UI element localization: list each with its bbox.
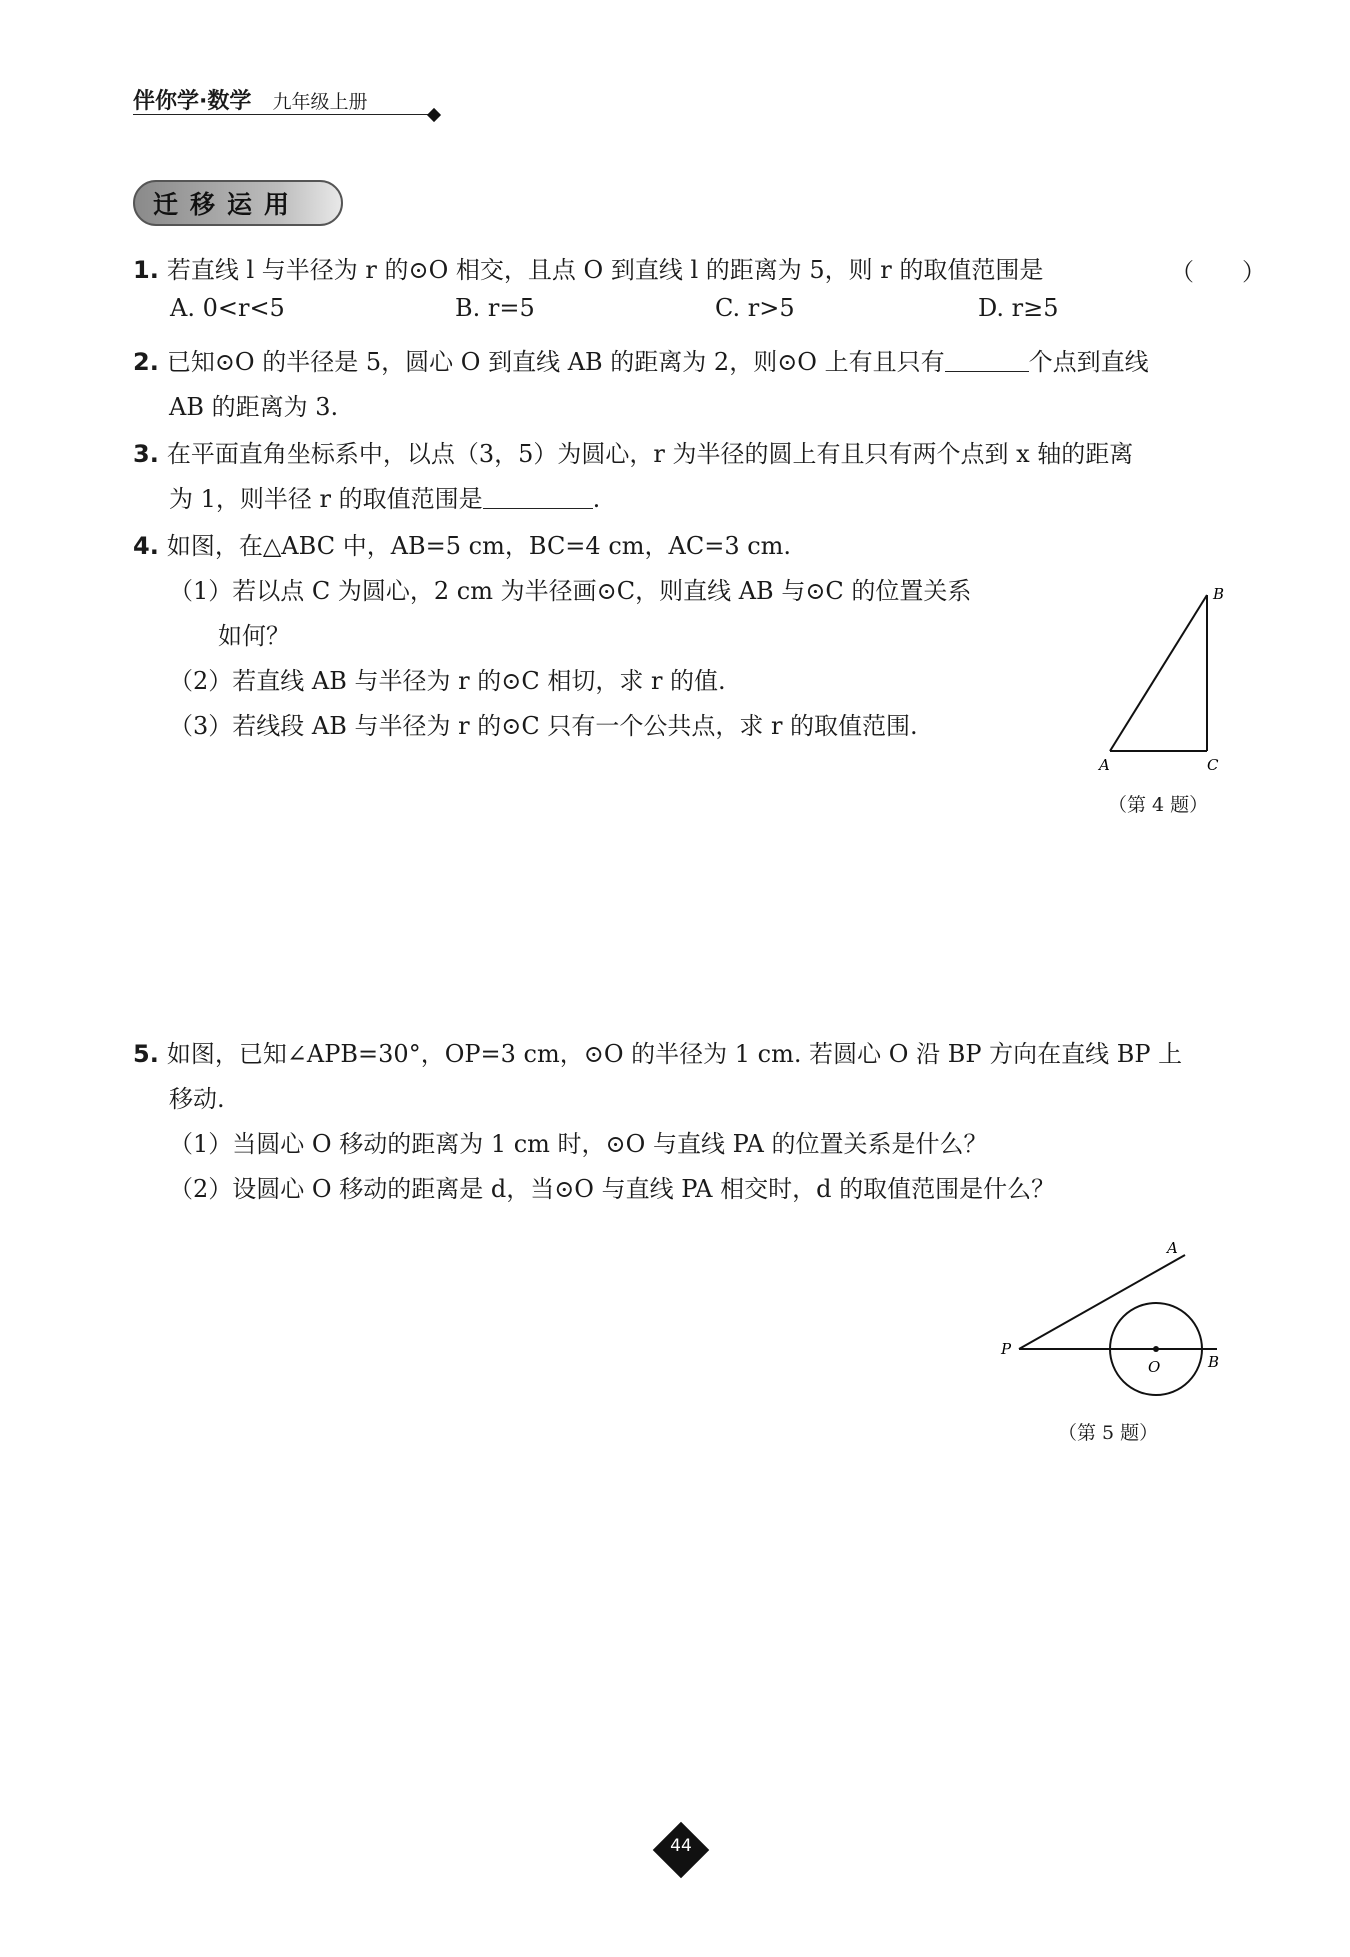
label-a: A xyxy=(1099,756,1110,774)
question-text: 在平面直角坐标系中，以点（3，5）为圆心，r 为半径的圆上有且只有两个点到 x 轴的距离 xyxy=(166,440,1134,468)
sub-question-3: （3）若线段 AB 与半径为 r 的⊙C 只有一个公共点，求 r 的取值范围. xyxy=(169,712,918,740)
book-title: 伴你学·数学 xyxy=(133,89,252,114)
choice-d: D. r≥5 xyxy=(978,294,1059,322)
question-text: 移动. xyxy=(169,1085,225,1113)
question-text: 已知⊙O 的半径是 5，圆心 O 到直线 AB 的距离为 2，则⊙O 上有且只有 xyxy=(166,348,945,376)
choice-c: C. r>5 xyxy=(715,294,795,322)
figure-caption: （第 5 题） xyxy=(1058,1422,1159,1444)
sub-question-1: （1）若以点 C 为圆心，2 cm 为半径画⊙C，则直线 AB 与⊙C 的位置关系 xyxy=(169,577,972,605)
section-title: 迁移运用 xyxy=(153,190,302,219)
question-text: 如图，已知∠APB=30°，OP=3 cm，⊙O 的半径为 1 cm. 若圆心 O 沿 BP 方向在直线 BP 上 xyxy=(166,1040,1183,1068)
choice-list xyxy=(170,294,1270,334)
answer-paren: （ ） xyxy=(1170,258,1266,286)
grade-label: 九年级上册 xyxy=(272,91,368,113)
side-ab xyxy=(1110,595,1207,751)
page-number: 44 xyxy=(670,1836,692,1856)
question-4 xyxy=(133,524,1093,749)
question-number: 4. xyxy=(133,532,159,560)
question-text: 个点到直线 xyxy=(1028,348,1149,376)
diamond-icon xyxy=(427,108,441,122)
question-number: 2. xyxy=(133,348,159,376)
question-1 xyxy=(133,248,1253,293)
question-text: 若直线 l 与半径为 r 的⊙O 相交，且点 O 到直线 l 的距离为 5，则 r 的取值范围是 xyxy=(166,256,1044,284)
choice-b: B. r=5 xyxy=(455,294,535,322)
question-number: 1. xyxy=(133,256,159,284)
page-header xyxy=(133,84,433,115)
label-b: B xyxy=(1213,585,1225,603)
question-2 xyxy=(133,340,1253,430)
question-3 xyxy=(133,432,1253,522)
section-tag xyxy=(133,180,343,226)
center-dot xyxy=(1153,1346,1159,1352)
question-text: AB 的距离为 3. xyxy=(169,393,339,421)
question-number: 3. xyxy=(133,440,159,468)
answer-blank xyxy=(483,484,593,509)
ray-pa xyxy=(1019,1255,1185,1349)
choice-a: A. 0<r<5 xyxy=(170,294,285,322)
sub-question-2: （2）设圆心 O 移动的距离是 d，当⊙O 与直线 PA 相交时，d 的取值范围是什么？ xyxy=(169,1175,1056,1203)
question-text: 为 1，则半径 r 的取值范围是 xyxy=(169,485,483,513)
sub-question-2: （2）若直线 AB 与半径为 r 的⊙C 相切，求 r 的值. xyxy=(169,667,726,695)
question-5 xyxy=(133,1032,1253,1212)
question-text: . xyxy=(592,485,601,513)
question-text: 如图，在△ABC 中，AB=5 cm，BC=4 cm，AC=3 cm. xyxy=(166,532,792,560)
label-c: C xyxy=(1207,756,1219,774)
triangle-figure xyxy=(1085,575,1235,775)
figure-caption: （第 4 题） xyxy=(1108,794,1209,816)
answer-blank xyxy=(945,347,1029,372)
sub-question-1-cont: 如何？ xyxy=(218,622,290,650)
label-a: A xyxy=(1167,1239,1178,1257)
label-p: P xyxy=(1001,1340,1012,1358)
label-b: B xyxy=(1208,1353,1220,1371)
question-number: 5. xyxy=(133,1040,159,1068)
circle-line-figure xyxy=(995,1230,1235,1400)
label-o: O xyxy=(1148,1358,1161,1376)
sub-question-1: （1）当圆心 O 移动的距离为 1 cm 时，⊙O 与直线 PA 的位置关系是什么？ xyxy=(169,1130,988,1158)
